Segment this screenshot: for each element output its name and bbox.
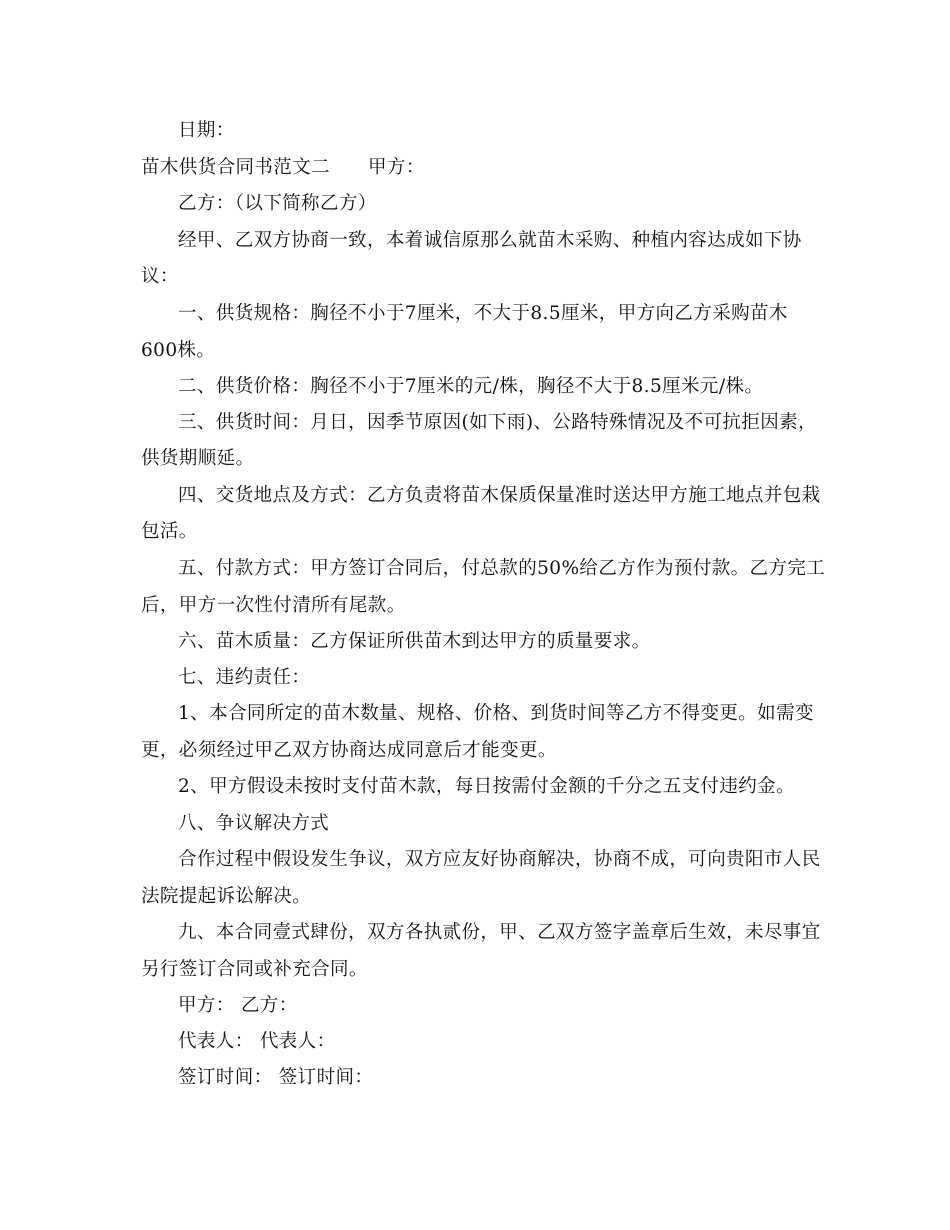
clause-3-line-1: 三、供货时间：月日，因季节原因(如下雨)、公路特殊情况及不可抗拒因素， bbox=[178, 412, 817, 433]
clause-8-text-line-1: 合作过程中假设发生争议，双方应友好协商解决，协商不成，可向贵阳市人民 bbox=[178, 849, 821, 870]
clause-1-line-2: 600株。 bbox=[141, 340, 216, 361]
party-a-label: 甲方： bbox=[368, 157, 425, 178]
signature-representatives: 代表人： 代表人： bbox=[178, 1031, 336, 1052]
clause-7-2: 2、甲方假设未按时支付苗木款，每日按需付金额的千分之五支付违约金。 bbox=[178, 776, 795, 797]
clause-7-heading: 七、违约责任： bbox=[178, 667, 311, 688]
clause-8-text-line-2: 法院提起诉讼解决。 bbox=[141, 886, 312, 907]
clause-7-1-line-2: 更，必须经过甲乙双方协商达成同意后才能变更。 bbox=[141, 740, 557, 761]
clause-3-line-2: 供货期顺延。 bbox=[141, 448, 255, 469]
clause-9-line-2: 另行签订合同或补充合同。 bbox=[141, 959, 368, 980]
clause-2: 二、供货价格：胸径不小于7厘米的元/株，胸径不大于8.5厘米元/株。 bbox=[178, 376, 764, 397]
clause-5-line-1: 五、付款方式：甲方签订合同后，付总款的50%给乙方作为预付款。乙方完工 bbox=[178, 558, 826, 579]
party-b-line: 乙方：（以下简称乙方） bbox=[178, 193, 377, 214]
signature-parties: 甲方： 乙方： bbox=[178, 995, 298, 1016]
clause-6: 六、苗木质量：乙方保证所供苗木到达甲方的质量要求。 bbox=[178, 631, 651, 652]
signature-sign-time: 签订时间： 签订时间： bbox=[178, 1067, 374, 1088]
document-title: 苗木供货合同书范文二 bbox=[141, 157, 331, 178]
clause-9-line-1: 九、本合同壹式肆份，双方各执贰份，甲、乙双方签字盖章后生效，未尽事宜 bbox=[178, 922, 821, 943]
clause-4-line-2: 包活。 bbox=[141, 521, 198, 542]
intro-line-2: 议： bbox=[141, 266, 179, 287]
intro-line-1: 经甲、乙双方协商一致，本着诚信原那么就苗木采购、种植内容达成如下协 bbox=[178, 230, 802, 251]
title-row bbox=[141, 156, 425, 180]
clause-8-heading: 八、争议解决方式 bbox=[178, 813, 330, 834]
clause-5-line-2: 后，甲方一次性付清所有尾款。 bbox=[141, 595, 406, 616]
clause-7-1-line-1: 1、本合同所定的苗木数量、规格、价格、到货时间等乙方不得变更。如需变 bbox=[178, 703, 814, 724]
date-label: 日期： bbox=[178, 120, 235, 141]
clause-1-line-1: 一、供货规格：胸径不小于7厘米，不大于8.5厘米，甲方向乙方采购苗木 bbox=[178, 303, 788, 324]
clause-4-line-1: 四、交货地点及方式：乙方负责将苗木保质保量准时送达甲方施工地点并包栽 bbox=[178, 485, 821, 506]
